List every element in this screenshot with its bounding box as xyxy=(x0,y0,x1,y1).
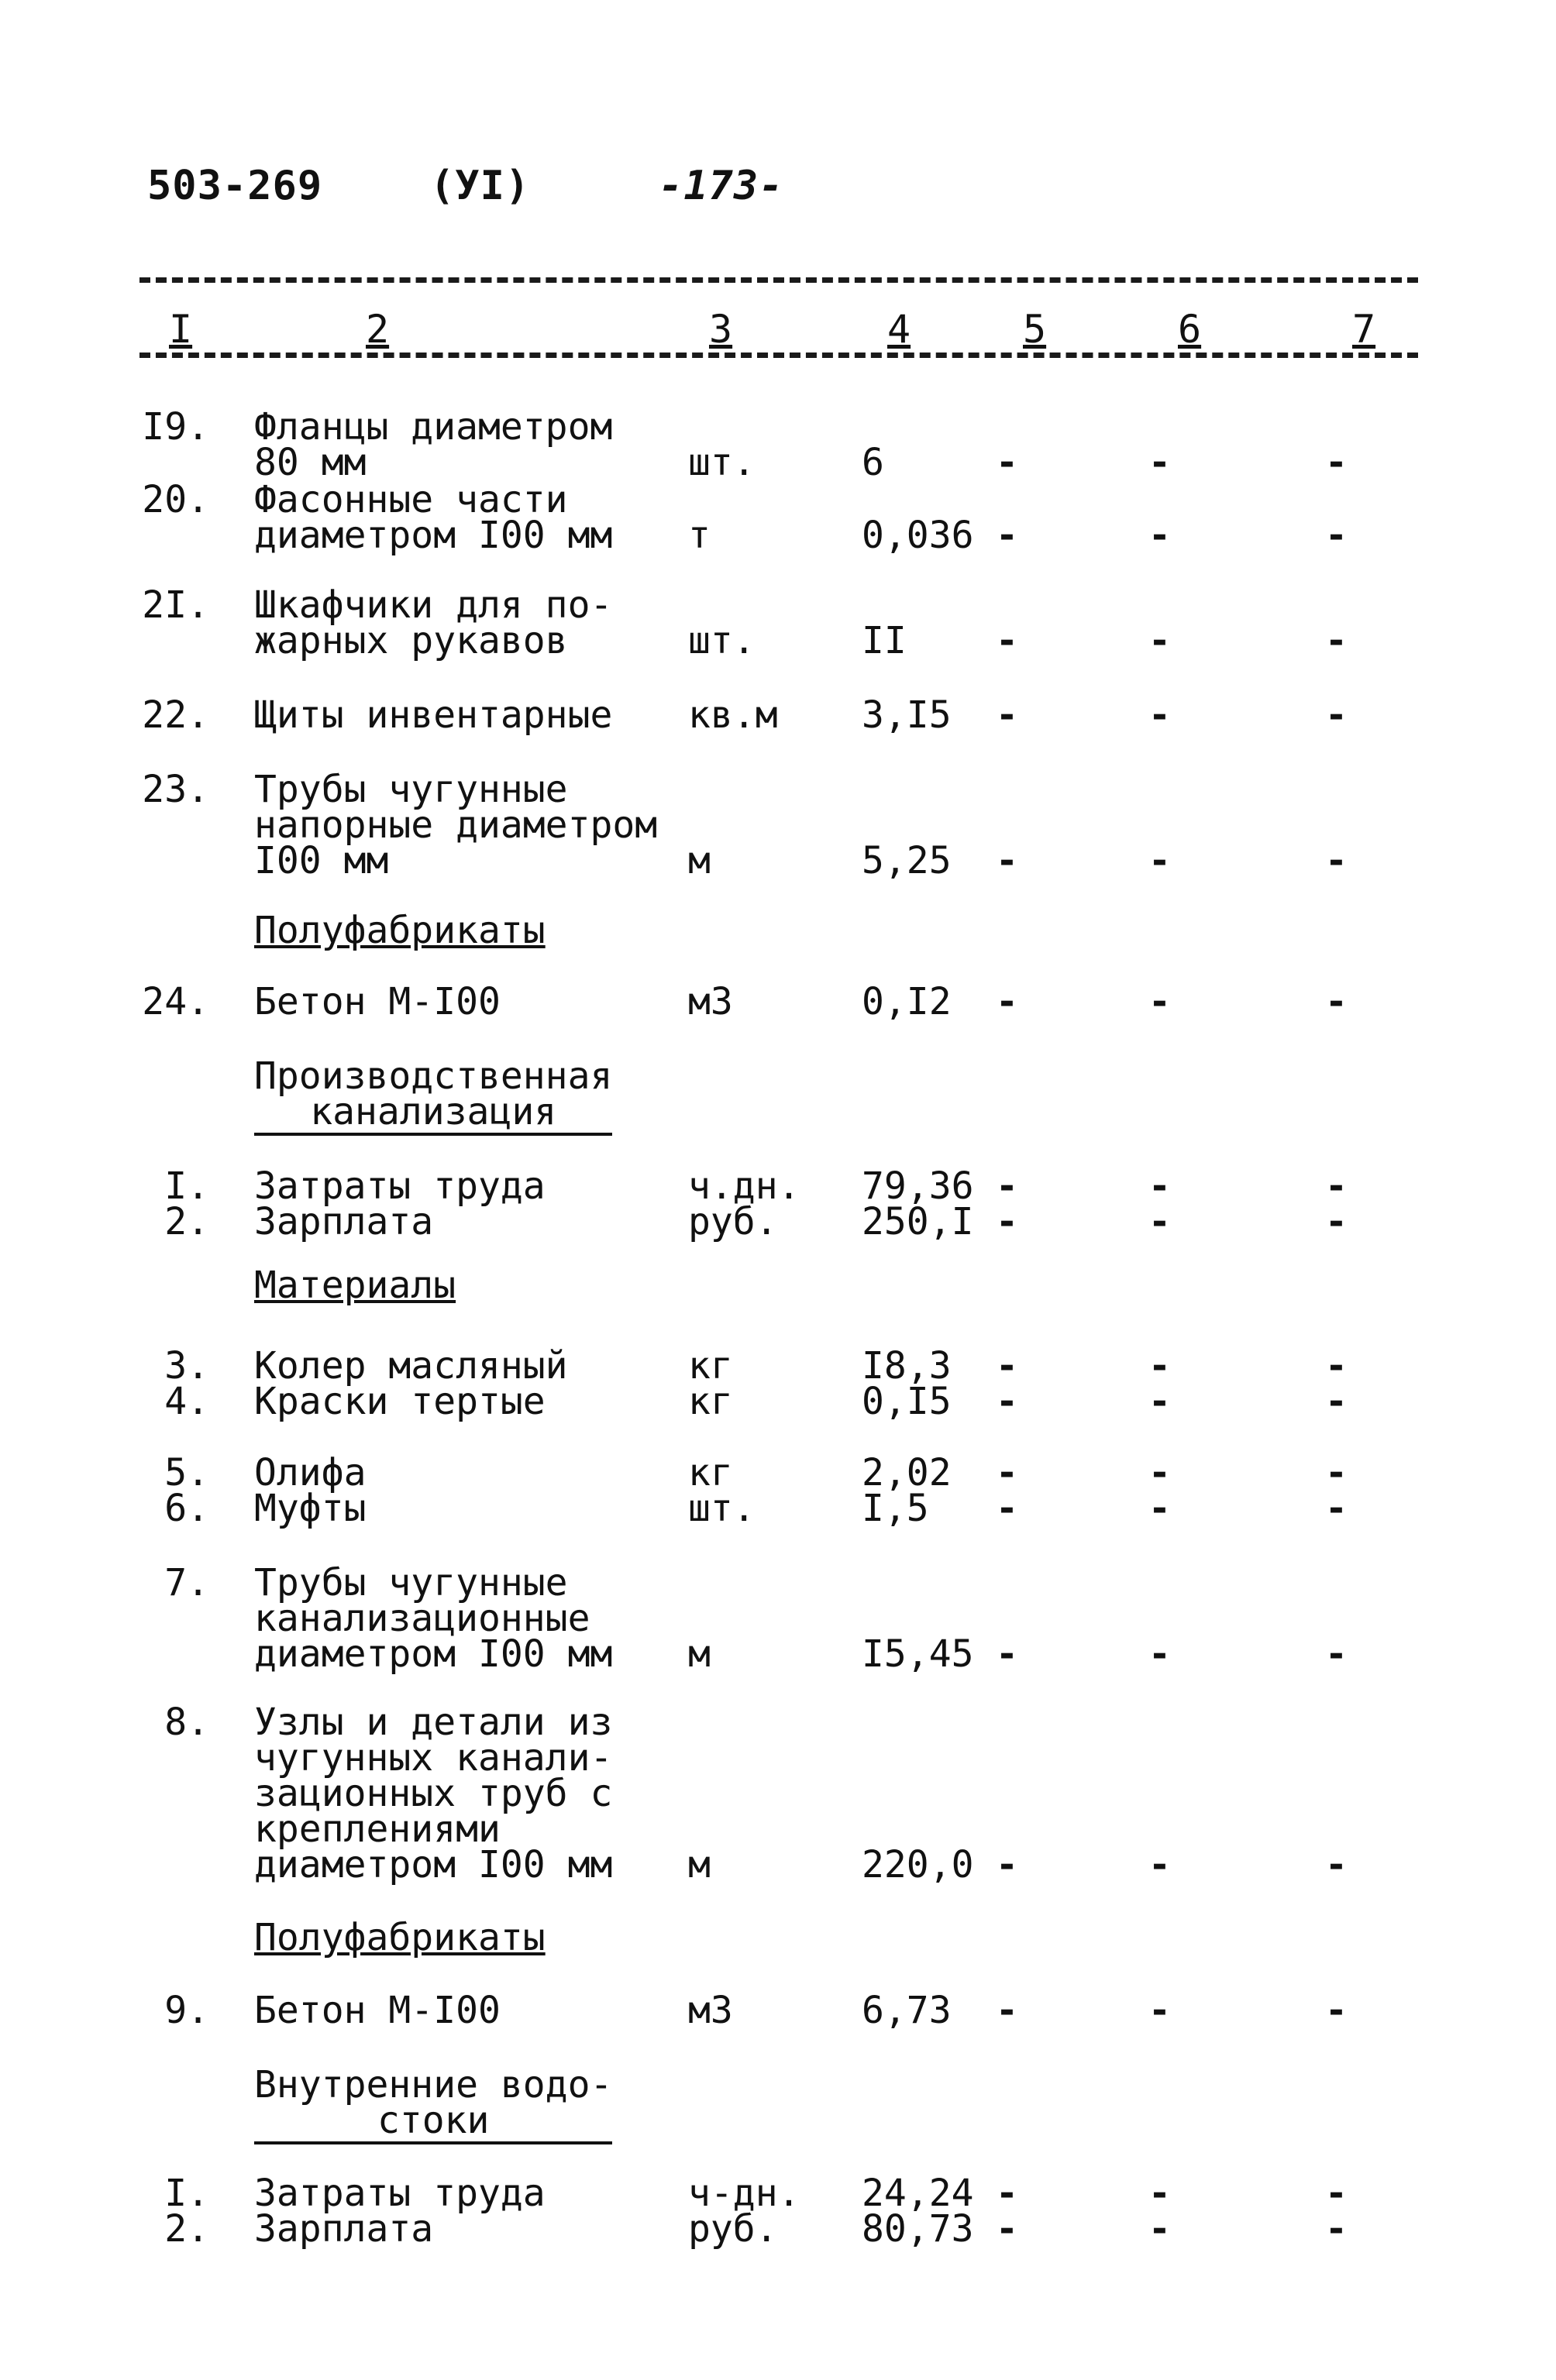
row-number: I. 2. xyxy=(164,1164,209,1243)
row-column-7: - - xyxy=(1325,1344,1348,1423)
row-quantity: I8,3 0,I5 xyxy=(862,1344,952,1423)
row-column-6: - - xyxy=(1148,1344,1171,1423)
row-column-6: - - xyxy=(1148,1451,1171,1530)
row-description: Фланцы диаметром 80 мм xyxy=(254,405,613,484)
section-title: Материалы xyxy=(254,1264,456,1307)
row-number: 3. 4. xyxy=(164,1344,209,1423)
row-quantity: 6,73 xyxy=(862,1989,952,2032)
row-quantity: II xyxy=(862,619,907,662)
row-description: Трубы чугунные канализационные диаметром I00 мм xyxy=(254,1561,613,1676)
row-unit: кг шт. xyxy=(688,1451,756,1530)
section-heading xyxy=(254,2063,613,2144)
row-column-5: - xyxy=(996,514,1018,557)
row-column-6: - xyxy=(1148,619,1171,662)
row-column-6: - xyxy=(1148,839,1171,882)
page-number: -173- xyxy=(659,163,784,209)
row-description: Узлы и детали из чугунных канали- зационных труб с креплениями диаметром I00 мм xyxy=(254,1701,613,1886)
row-column-5: - - xyxy=(996,2172,1018,2251)
row-column-5: - - xyxy=(996,1164,1018,1243)
row-unit: м3 xyxy=(688,980,733,1023)
row-unit: ч-дн. руб. xyxy=(688,2172,800,2251)
row-quantity: 24,24 80,73 xyxy=(862,2172,974,2251)
row-number: I. 2. xyxy=(164,2172,209,2251)
row-description: Затраты труда Зарплата xyxy=(254,1164,546,1243)
row-column-5: - xyxy=(996,1632,1018,1676)
row-column-7: - xyxy=(1325,514,1348,557)
column-number-4: 4 xyxy=(887,307,911,352)
document-code: 503-269 xyxy=(147,163,323,209)
row-description: Трубы чугунные напорные диаметром I00 мм xyxy=(254,768,658,882)
row-unit: шт. xyxy=(688,441,756,484)
row-quantity: 79,36 250,I xyxy=(862,1164,974,1243)
row-unit: т xyxy=(688,514,711,557)
row-column-7: - xyxy=(1325,619,1348,662)
row-column-7: - - xyxy=(1325,1451,1348,1530)
row-column-7: - - xyxy=(1325,2172,1348,2251)
row-column-6: - xyxy=(1148,514,1171,557)
column-number-7: 7 xyxy=(1352,307,1376,352)
row-quantity: 2,02 I,5 xyxy=(862,1451,952,1530)
column-number-3: 3 xyxy=(709,307,733,352)
section-title: Полуфабрикаты xyxy=(254,909,546,952)
column-number-5: 5 xyxy=(1023,307,1047,352)
section-heading xyxy=(254,1054,613,1136)
row-unit: м xyxy=(688,1632,711,1676)
row-column-7: - xyxy=(1325,1632,1348,1676)
row-number: 7. xyxy=(164,1561,209,1604)
row-column-7: - xyxy=(1325,1843,1348,1886)
row-quantity: 5,25 xyxy=(862,839,952,882)
row-quantity: 6 xyxy=(862,441,884,484)
row-unit: ч.дн. руб. xyxy=(688,1164,800,1243)
row-column-6: - xyxy=(1148,1989,1171,2032)
row-unit: кв.м xyxy=(688,693,778,737)
section-title: Полуфабрикаты xyxy=(254,1916,546,1959)
row-column-5: - xyxy=(996,441,1018,484)
row-description: Колер масляный Краски тертые xyxy=(254,1344,568,1423)
row-column-7: - xyxy=(1325,980,1348,1023)
row-description: Олифа Муфты xyxy=(254,1451,367,1530)
row-column-6: - xyxy=(1148,693,1171,737)
row-number: 8. xyxy=(164,1701,209,1744)
row-unit: м xyxy=(688,839,711,882)
row-column-7: - xyxy=(1325,693,1348,737)
row-number: 2I. xyxy=(142,583,209,627)
row-description: Фасонные части диаметром I00 мм xyxy=(254,478,613,557)
row-quantity: 0,036 xyxy=(862,514,974,557)
row-column-5: - xyxy=(996,1843,1018,1886)
row-unit: м3 xyxy=(688,1989,733,2032)
section-title: Производственная канализация xyxy=(254,1058,612,1136)
row-description: Шкафчики для по- жарных рукавов xyxy=(254,583,613,662)
row-column-6: - xyxy=(1148,1632,1171,1676)
row-number: I9. xyxy=(142,405,209,449)
row-column-6: - xyxy=(1148,441,1171,484)
row-description: Бетон М-I00 xyxy=(254,980,501,1023)
row-number: 24. xyxy=(142,980,209,1023)
section-heading xyxy=(254,1916,546,1959)
row-column-5: - xyxy=(996,693,1018,737)
row-column-7: - xyxy=(1325,1989,1348,2032)
row-description: Затраты труда Зарплата xyxy=(254,2172,546,2251)
row-column-7: - xyxy=(1325,441,1348,484)
row-column-6: - - xyxy=(1148,1164,1171,1243)
row-column-5: - xyxy=(996,839,1018,882)
section-heading xyxy=(254,1264,456,1307)
row-column-6: - xyxy=(1148,1843,1171,1886)
row-column-7: - - xyxy=(1325,1164,1348,1243)
row-column-5: - xyxy=(996,619,1018,662)
row-description: Щиты инвентарные xyxy=(254,693,613,737)
row-number: 9. xyxy=(164,1989,209,2032)
row-quantity: 220,0 xyxy=(862,1843,974,1886)
column-number-2: 2 xyxy=(366,307,390,352)
row-column-7: - xyxy=(1325,839,1348,882)
row-quantity: 0,I2 xyxy=(862,980,952,1023)
section-heading xyxy=(254,909,546,952)
row-number: 5. 6. xyxy=(164,1451,209,1530)
row-number: 20. xyxy=(142,478,209,521)
row-column-5: - - xyxy=(996,1451,1018,1530)
row-description: Бетон М-I00 xyxy=(254,1989,501,2032)
row-column-5: - - xyxy=(996,1344,1018,1423)
row-column-5: - xyxy=(996,1989,1018,2032)
row-unit: кг кг xyxy=(688,1344,733,1423)
row-quantity: I5,45 xyxy=(862,1632,974,1676)
row-number: 22. xyxy=(142,693,209,737)
row-unit: шт. xyxy=(688,619,756,662)
column-number-1: I xyxy=(169,307,193,352)
column-number-6: 6 xyxy=(1178,307,1202,352)
row-number: 23. xyxy=(142,768,209,811)
row-column-6: - xyxy=(1148,980,1171,1023)
row-column-6: - - xyxy=(1148,2172,1171,2251)
row-quantity: 3,I5 xyxy=(862,693,952,737)
volume-label: (УI) xyxy=(430,163,531,209)
section-title: Внутренние водо- стоки xyxy=(254,2067,612,2144)
row-unit: м xyxy=(688,1843,711,1886)
row-column-5: - xyxy=(996,980,1018,1023)
